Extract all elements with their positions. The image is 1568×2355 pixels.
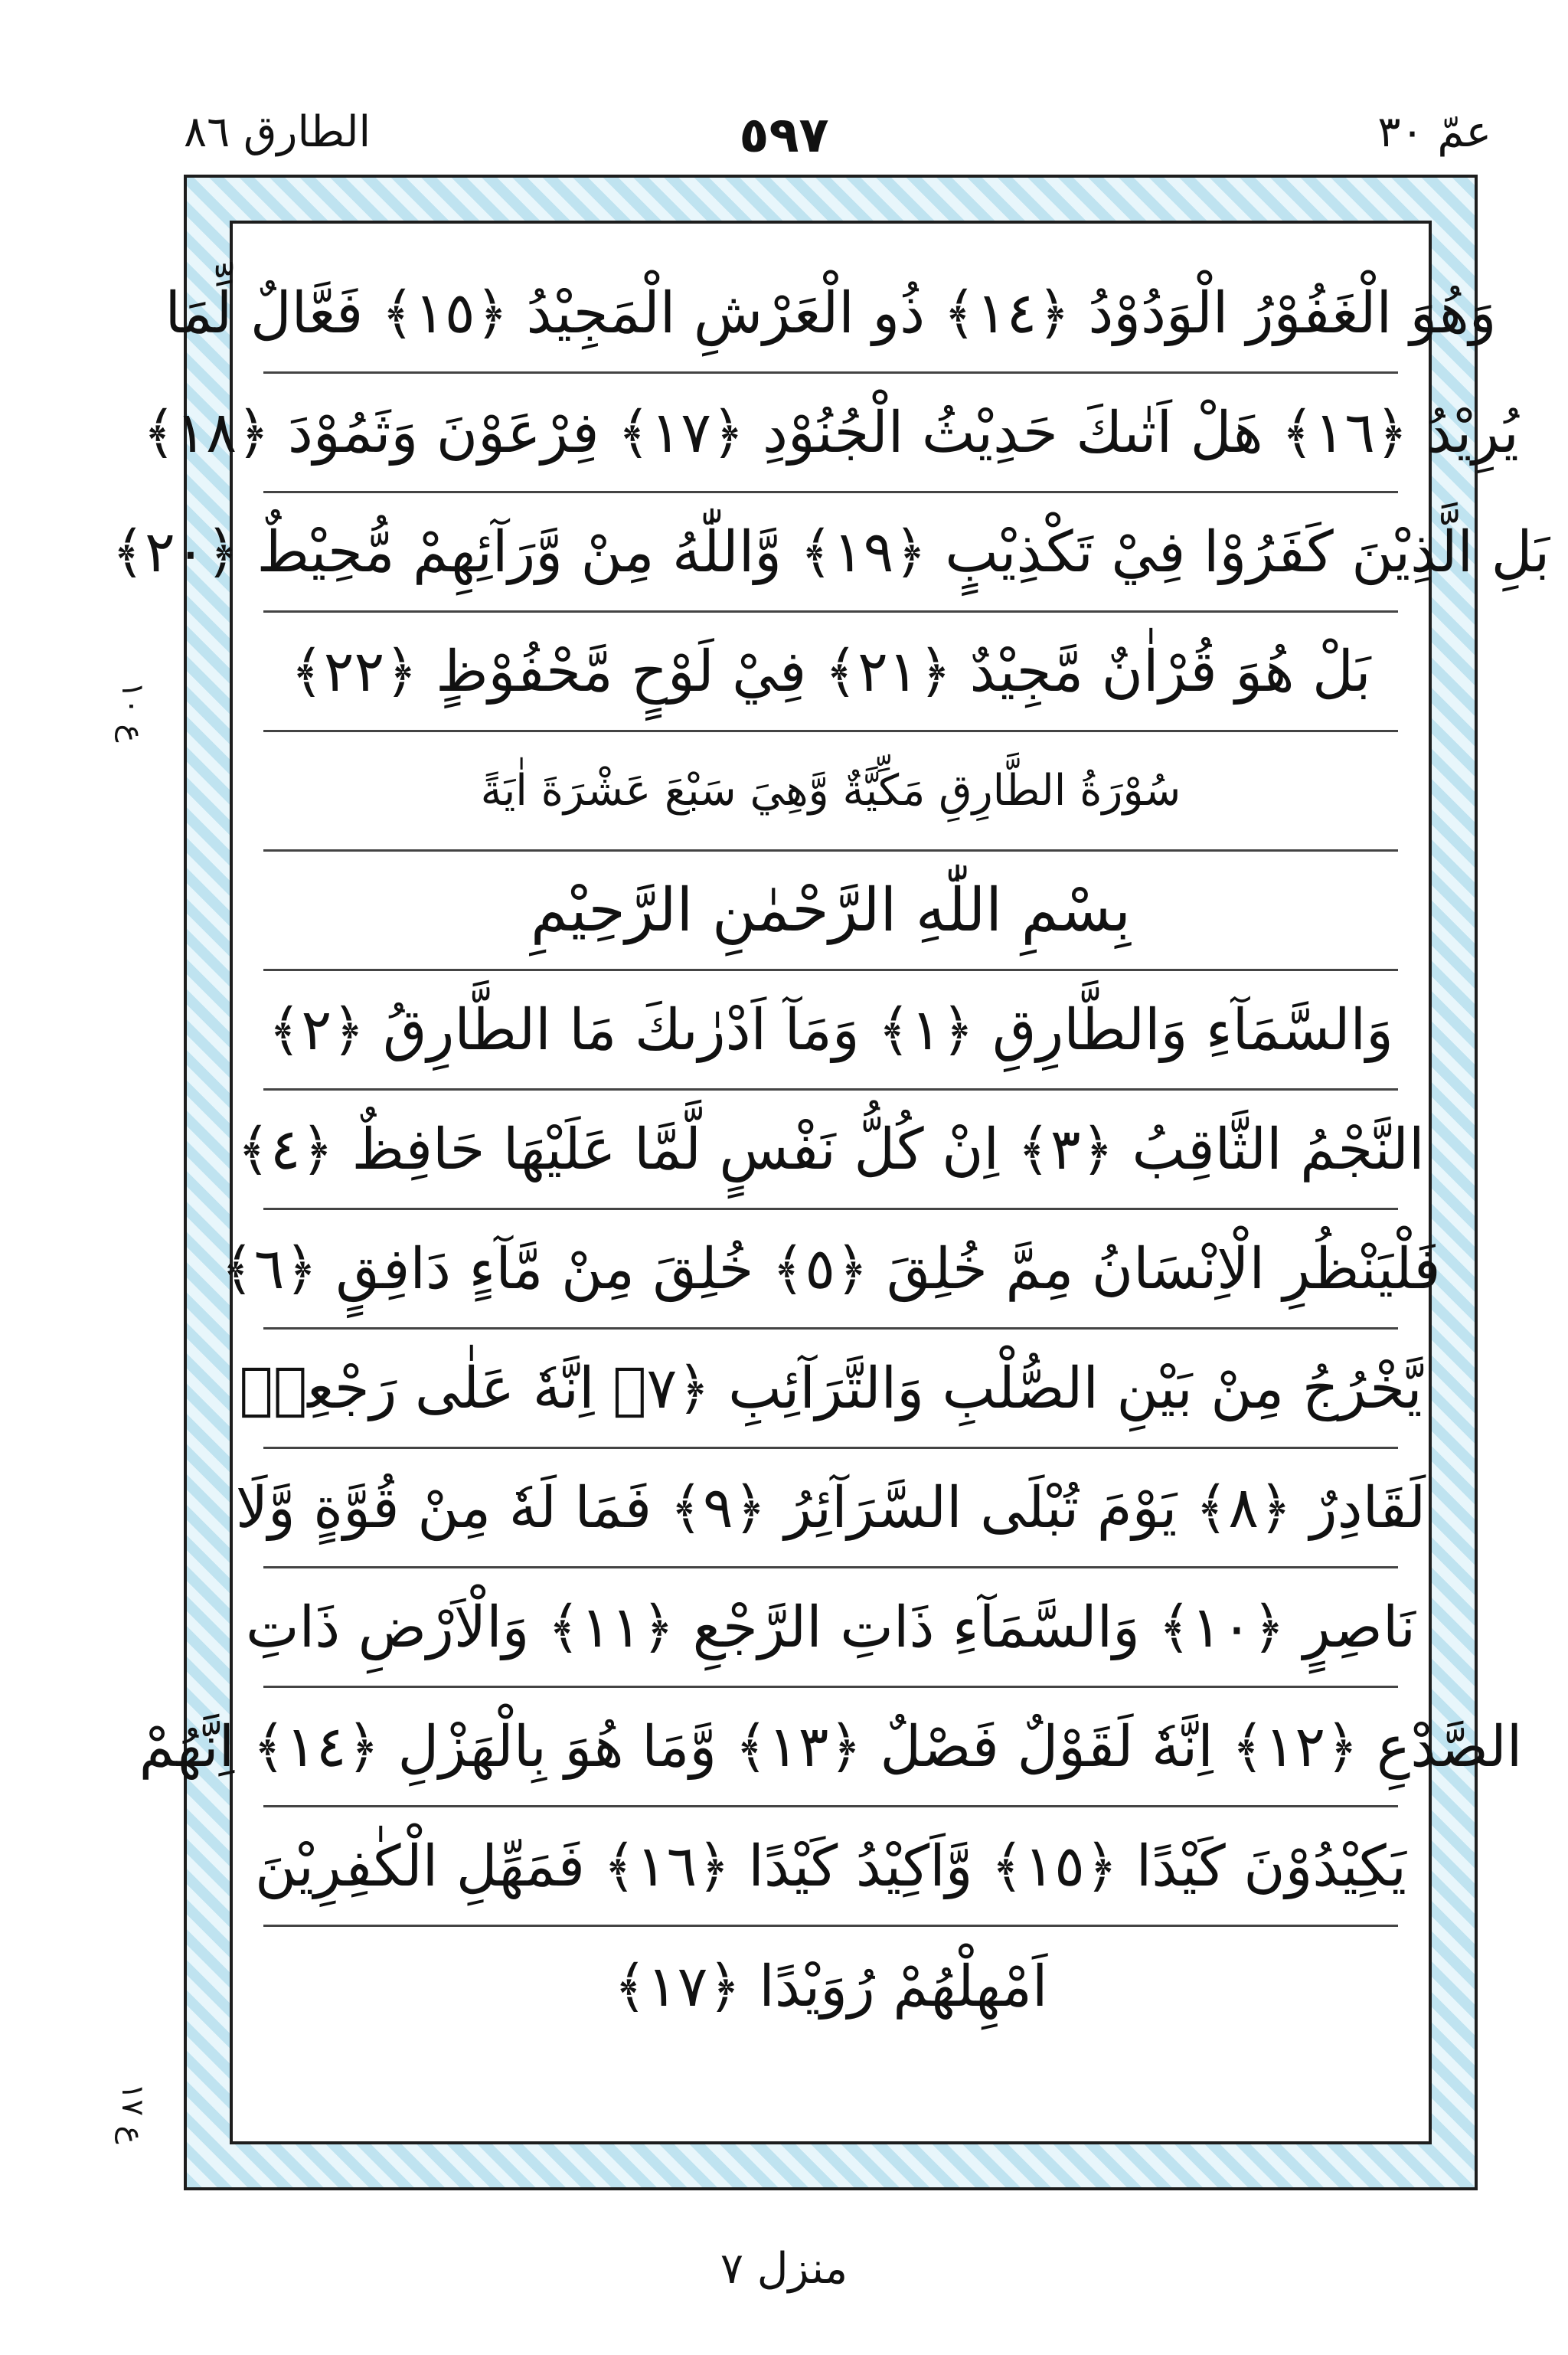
verse-line: النَّجْمُ الثَّاقِبُ ﴿٣﴾ اِنْ كُلُّ نَفْسٍ لَّمَّا عَلَيْهَا حَافِظٌ ﴿٤﴾ bbox=[263, 1091, 1398, 1210]
verse-line: بَلِ الَّذِيْنَ كَفَرُوْا فِيْ تَكْذِيْبٍ ﴿١٩﴾ وَّاللّٰهُ مِنْ وَّرَآئِهِمْ مُّحِيْطٌ ﴿٢٠﴾ bbox=[263, 493, 1398, 613]
verse-line: يَكِيْدُوْنَ كَيْدًا ﴿١٥﴾ وَّاَكِيْدُ كَيْدًا ﴿١٦﴾ فَمَهِّلِ الْكٰفِرِيْنَ bbox=[263, 1807, 1398, 1927]
ruku-marker: ع ١٧ bbox=[115, 2083, 150, 2144]
juz-label: عمّ ٣٠ bbox=[1377, 107, 1491, 157]
verse-line: لَقَادِرٌ ﴿٨﴾ يَوْمَ تُبْلَى السَّرَآئِرُ ﴿٩﴾ فَمَا لَهٗ مِنْ قُوَّةٍ وَّلَا bbox=[263, 1449, 1398, 1568]
surah-ref: الطارق ٨٦ bbox=[184, 107, 371, 157]
surah-title: سُوْرَةُ الطَّارِقِ مَكِّيَّةٌ وَّهِيَ سَبْعَ عَشْرَةَ اٰيَةً bbox=[263, 732, 1398, 852]
verse-line: وَالسَّمَآءِ وَالطَّارِقِ ﴿١﴾ وَمَآ اَدْرٰىكَ مَا الطَّارِقُ ﴿٢﴾ bbox=[263, 971, 1398, 1091]
verse-line: يَّخْرُجُ مِنْ بَيْنِ الصُّلْبِ وَالتَّرَآئِبِ ﴿٧﴾ اِنَّهٗ عَلٰى رَجْعِهٖ bbox=[263, 1330, 1398, 1449]
verse-line: بَلْ هُوَ قُرْاٰنٌ مَّجِيْدٌ ﴿٢١﴾ فِيْ لَوْحٍ مَّحْفُوْظٍ ﴿٢٢﴾ bbox=[263, 613, 1398, 732]
basmala: بِسْمِ اللّٰهِ الرَّحْمٰنِ الرَّحِيْمِ bbox=[263, 852, 1398, 971]
verse-line: اَمْهِلْهُمْ رُوَيْدًا ﴿١٧﴾ bbox=[613, 1954, 1048, 2020]
manzil-label: منزل ٧ bbox=[720, 2244, 848, 2294]
verse-line: يُرِيْدُ ﴿١٦﴾ هَلْ اَتٰىكَ حَدِيْثُ الْجُنُوْدِ ﴿١٧﴾ فِرْعَوْنَ وَثَمُوْدَ ﴿١٨﴾ bbox=[263, 374, 1398, 493]
page-number: ٥٩٧ bbox=[739, 107, 829, 164]
ruku-marker: ع ١٠ bbox=[115, 682, 150, 743]
verse-line: وَهُوَ الْغَفُوْرُ الْوَدُوْدُ ﴿١٤﴾ ذُو الْعَرْشِ الْمَجِيْدُ ﴿١٥﴾ فَعَّالٌ لِّمَا bbox=[263, 254, 1398, 374]
verse-line: الصَّدْعِ ﴿١٢﴾ اِنَّهٗ لَقَوْلٌ فَصْلٌ ﴿١٣﴾ وَّمَا هُوَ بِالْهَزْلِ ﴿١٤﴾ اِنَّهُمْ bbox=[263, 1688, 1398, 1807]
verse-line: نَاصِرٍ ﴿١٠﴾ وَالسَّمَآءِ ذَاتِ الرَّجْعِ ﴿١١﴾ وَالْاَرْضِ ذَاتِ bbox=[263, 1568, 1398, 1688]
verse-line: فَلْيَنْظُرِ الْاِنْسَانُ مِمَّ خُلِقَ ﴿٥﴾ خُلِقَ مِنْ مَّآءٍ دَافِقٍ ﴿٦﴾ bbox=[263, 1210, 1398, 1330]
